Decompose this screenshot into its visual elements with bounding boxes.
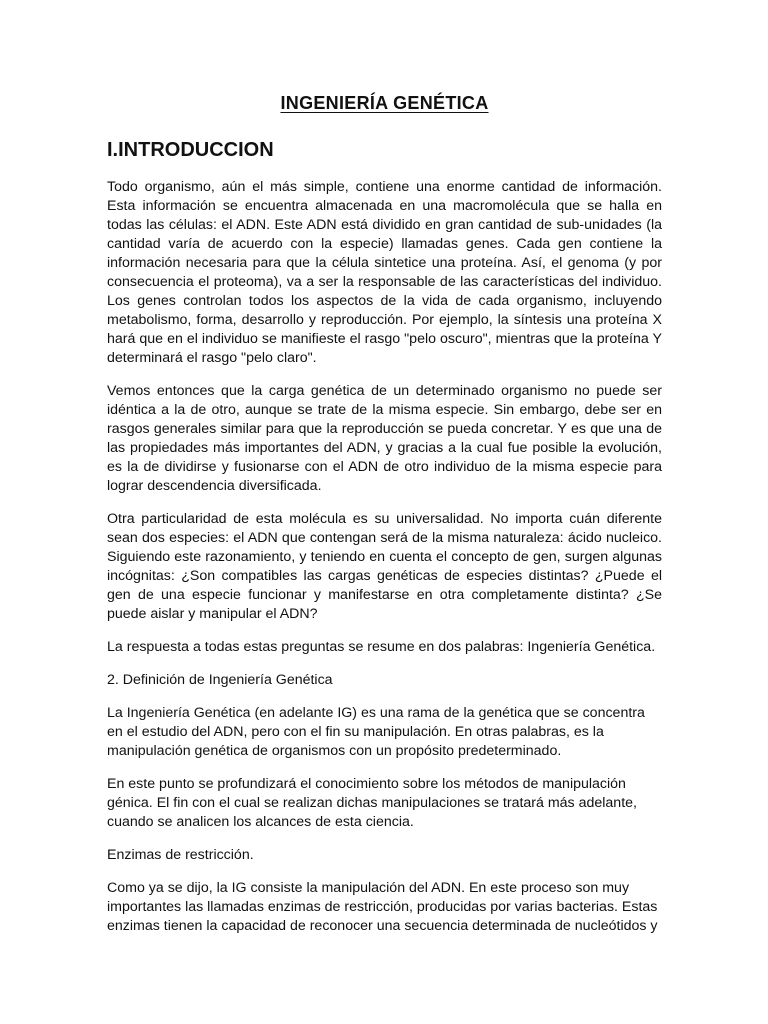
paragraph-5: La Ingeniería Genética (en adelante IG) es una rama de la genética que se concentra en el estudio del ADN, pero con el fin su manipulación. En otras palabras, es la manipulación genética de organismos con un propósito predeterminado. <box>107 705 645 759</box>
paragraph-3: Otra particularidad de esta molécula es su universalidad. No importa cuán diferente sean dos especies: el ADN que contengan será de la misma naturaleza: ácido nucleico. Siguiendo este razonamiento, y teniendo en cuenta el concepto de gen, surgen algunas incógnitas: ¿Son compatibles las cargas genéticas de especies distintas? ¿Puede el gen de una especie funcionar y manifestarse en otra completamente distinta? ¿Se puede aislar y manipular el ADN? <box>107 511 662 622</box>
document-content <box>107 88 662 950</box>
paragraph-1: Todo organismo, aún el más simple, contiene una enorme cantidad de información. Esta información se encuentra almacenada en una macromolécula que se halla en todas las células: el ADN. Este ADN está dividido en gran cantidad de sub-unidades (la cantidad varía de acuerdo con la especie) llamadas genes. Cada gen contiene la información necesaria para que la célula sintetice una proteína. Así, el genoma (y por consecuencia el proteoma), va a ser la responsable de las características del individuo. Los genes controlan todos los aspectos de la vida de cada organismo, incluyendo metabolismo, forma, desarrollo y reproducción. Por ejemplo, la síntesis una proteína X hará que en el individuo se manifieste el rasgo "pelo oscuro", mientras que la proteína Y determinará el rasgo "pelo claro". <box>107 179 662 366</box>
paragraph-4: La respuesta a todas estas preguntas se resume en dos palabras: Ingeniería Genética. <box>107 639 656 655</box>
subheading-enzimas: Enzimas de restricción. <box>107 847 254 863</box>
paragraph-7: Como ya se dijo, la IG consiste la manipulación del ADN. En este proceso son muy importantes las llamadas enzimas de restricción, producidas por varias bacterias. Estas enzimas tienen la capacidad de reconocer una secuencia determinada de nucleótidos y <box>107 880 658 934</box>
paragraph-6: En este punto se profundizará el conocimiento sobre los métodos de manipulación génica. El fin con el cual se realizan dichas manipulaciones se tratará más adelante, cuando se analicen los alcances de esta ciencia. <box>107 776 637 830</box>
paragraph-2: Vemos entonces que la carga genética de un determinado organismo no puede ser idéntica a la de otro, aunque se trate de la misma especie. Sin embargo, debe ser en rasgos generales similar para que la reproducción se pueda concretar. Y es que una de las propiedades más importantes del ADN, y gracias a la cual fue posible la evolución, es la de dividirse y fusionarse con el ADN de otro individuo de la misma especie para lograr descendencia diversificada. <box>107 383 662 494</box>
document-title: INGENIERÍA GENÉTICA <box>280 93 489 113</box>
section-heading-introduccion: I.INTRODUCCION <box>107 139 274 161</box>
subheading-definicion: 2. Definición de Ingeniería Genética <box>107 672 333 688</box>
